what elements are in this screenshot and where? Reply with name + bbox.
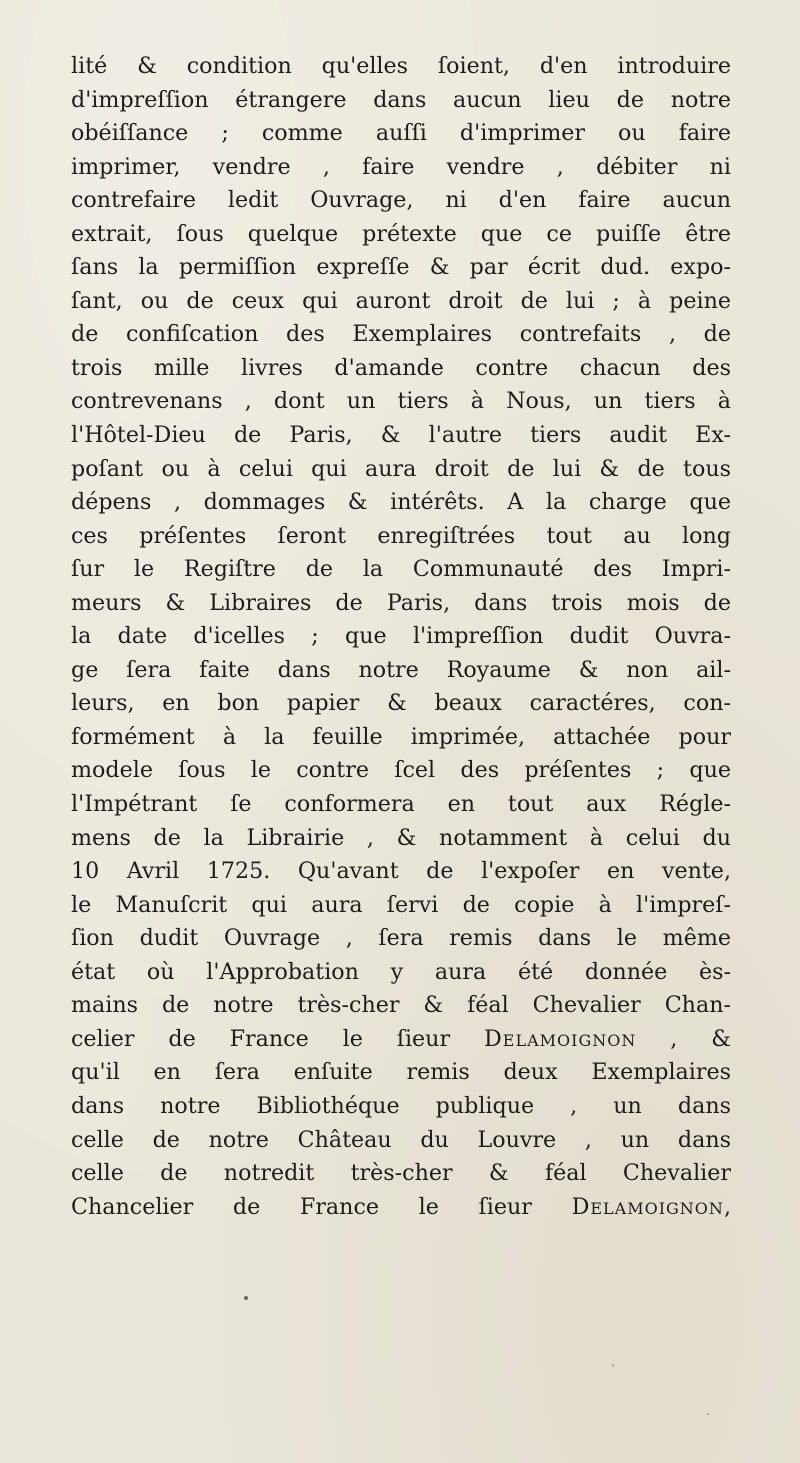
text-line: celle de notredit très-cher & féal Chevalier xyxy=(71,1160,731,1187)
text-line: de confiſcation des Exemplaires contrefaits , de xyxy=(71,321,731,348)
text-line: obéiſſance ; comme auſſi d'imprimer ou faire xyxy=(71,120,731,147)
text-line: modele ſous le contre ſcel des préſentes ; que xyxy=(71,757,731,784)
text-line: 10 Avril 1725. Qu'avant de l'expoſer en vente, xyxy=(71,858,731,885)
text-line: imprimer, vendre , faire vendre , débiter ni xyxy=(71,153,731,180)
text-line: poſant ou à celui qui aura droit de lui & de tous xyxy=(71,455,731,482)
line-head: celier de France le ſieur xyxy=(71,1025,451,1052)
text-line: lité & condition qu'elles ſoient, d'en introduire xyxy=(71,53,731,79)
line-tail: , & xyxy=(636,1025,731,1052)
text-line: dans notre Bibliothéque publique , un dans xyxy=(71,1092,731,1119)
paper-speck xyxy=(612,1364,614,1367)
text-line-with-name xyxy=(71,1023,731,1057)
person-name: Delamoignon xyxy=(571,1193,724,1220)
line-tail: , xyxy=(723,1193,731,1220)
text-line: extrait, ſous quelque prétexte que ce puiſſe être xyxy=(71,220,731,247)
paper-speck xyxy=(707,1413,709,1415)
text-line: qu'il en ſera enſuite remis deux Exemplaires xyxy=(71,1059,731,1086)
line-head: Chancelier de France le ſieur xyxy=(71,1193,532,1220)
text-line: celle de notre Château du Louvre , un dans xyxy=(71,1126,731,1153)
text-line: contrevenans , dont un tiers à Nous, un tiers à xyxy=(71,388,731,415)
person-name: Delamoignon xyxy=(483,1025,637,1052)
text-line: ſans la permiſſion expreſſe & par écrit dud. expo- xyxy=(71,254,731,281)
text-line: formément à la feuille imprimée, attachée pour xyxy=(71,723,731,750)
text-line: ge ſera faite dans notre Royaume & non ail- xyxy=(71,656,731,683)
text-line: ſion dudit Ouvrage , ſera remis dans le même xyxy=(71,925,731,952)
text-line: l'Impétrant ſe conformera en tout aux Régle- xyxy=(71,791,731,818)
body-text xyxy=(71,50,731,1224)
text-line: ſur le Regiſtre de la Communauté des Impri- xyxy=(71,556,731,583)
text-line: ces préſentes ſeront enregiſtrées tout au long xyxy=(71,522,731,549)
text-line: dépens , dommages & intérêts. A la charge que xyxy=(71,489,731,516)
text-line: état où l'Approbation y aura été donnée ès- xyxy=(71,958,731,985)
text-line: le Manuſcrit qui aura ſervi de copie à l'impreſ- xyxy=(71,891,731,918)
text-line: mains de notre très-cher & féal Chevalier Chan- xyxy=(71,992,731,1019)
text-line-with-name xyxy=(71,1191,731,1225)
text-line: l'Hôtel-Dieu de Paris, & l'autre tiers audit Ex- xyxy=(71,422,731,449)
text-line: la date d'icelles ; que l'impreſſion dudit Ouvra- xyxy=(71,623,731,650)
paper-speck xyxy=(244,1296,248,1300)
text-line: trois mille livres d'amande contre chacun des xyxy=(71,354,731,381)
text-line: meurs & Libraires de Paris, dans trois mois de xyxy=(71,589,731,616)
text-line: leurs, en bon papier & beaux caractéres, con- xyxy=(71,690,731,717)
text-line: ſant, ou de ceux qui auront droit de lui ; à peine xyxy=(71,287,731,314)
text-line: d'impreſſion étrangere dans aucun lieu de notre xyxy=(71,86,731,113)
text-line: mens de la Librairie , & notamment à celui du xyxy=(71,824,731,851)
text-line: contrefaire ledit Ouvrage, ni d'en faire aucun xyxy=(71,187,731,214)
